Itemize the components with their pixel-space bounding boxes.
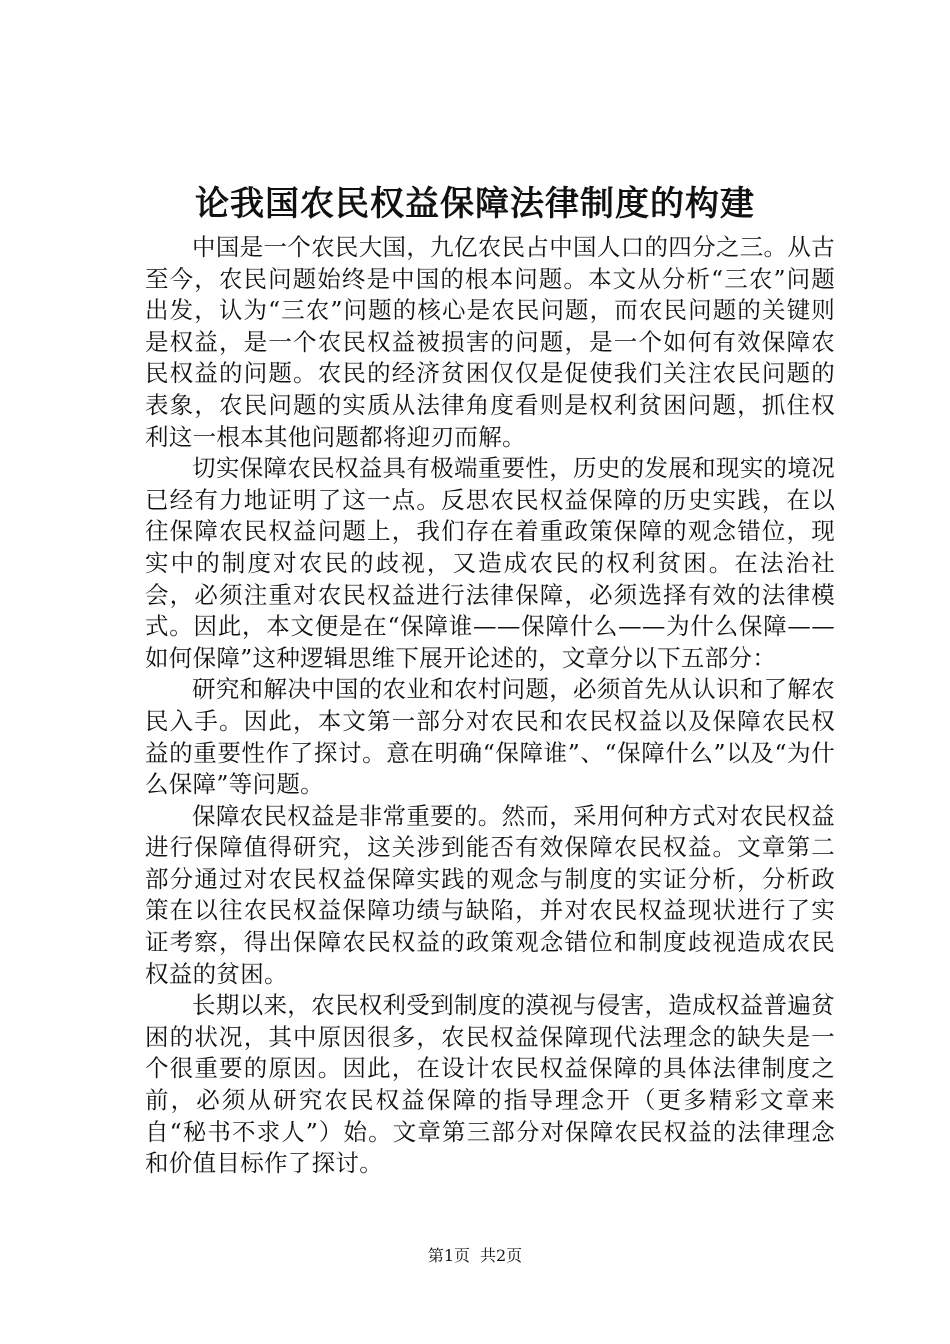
document-title: 论我国农民权益保障法律制度的构建 <box>195 184 755 224</box>
paragraph-1: 中国是一个农民大国，九亿农民占中国人口的四分之三。从古至今，农民问题始终是中国的根本问题。本文从分析“三农”问题出发，认为“三农”问题的核心是农民问题，而农民问题的关键则是权益，是一个农民权益被损害的问题，是一个如何有效保障农民权益的问题。农民的经济贫困仅仅是促使我们关注农民问题的表象，农民问题的实质从法律角度看则是权利贫困问题，抓住权利这一根本其他问题都将迎刃而解。 <box>145 233 835 451</box>
document-body <box>145 232 835 1180</box>
paragraph-2: 切实保障农民权益具有极端重要性，历史的发展和现实的境况已经有力地证明了这一点。反思农民权益保障的历史实践，在以往保障农民权益问题上，我们存在着重政策保障的观念错位，现实中的制度对农民的歧视，又造成农民的权利贫困。在法治社会，必须注重对农民权益进行法律保障，必须选择有效的法律模式。因此，本文便是在“保障谁——保障什么——为什么保障——如何保障”这种逻辑思维下展开论述的，文章分以下五部分： <box>145 454 835 672</box>
paragraph-5: 长期以来，农民权利受到制度的漠视与侵害，造成权益普遍贫困的状况，其中原因很多，农民权益保障现代法理念的缺失是一个很重要的原因。因此，在设计农民权益保障的具体法律制度之前，必须从研究农民权益保障的指导理念开（更多精彩文章来自“秘书不求人”）始。文章第三部分对保障农民权益的法律理念和价值目标作了探讨。 <box>145 991 835 1178</box>
paragraph-3: 研究和解决中国的农业和农村问题，必须首先从认识和了解农民入手。因此，本文第一部分对农民和农民权益以及保障农民权益的重要性作了探讨。意在明确“保障谁”、“保障什么”以及“为什么保障”等问题。 <box>145 675 835 799</box>
page-number: 第1页 <box>427 1246 470 1265</box>
page-total: 共2页 <box>480 1246 523 1265</box>
paragraph-4: 保障农民权益是非常重要的。然而，采用何种方式对农民权益进行保障值得研究，这关涉到能否有效保障农民权益。文章第二部分通过对农民权益保障实践的观念与制度的实证分析，分析政策在以往农民权益保障功绩与缺陷，并对农民权益现状进行了实证考察，得出保障农民权益的政策观念错位和制度歧视造成农民权益的贫困。 <box>145 801 835 988</box>
page-footer <box>0 1245 950 1267</box>
